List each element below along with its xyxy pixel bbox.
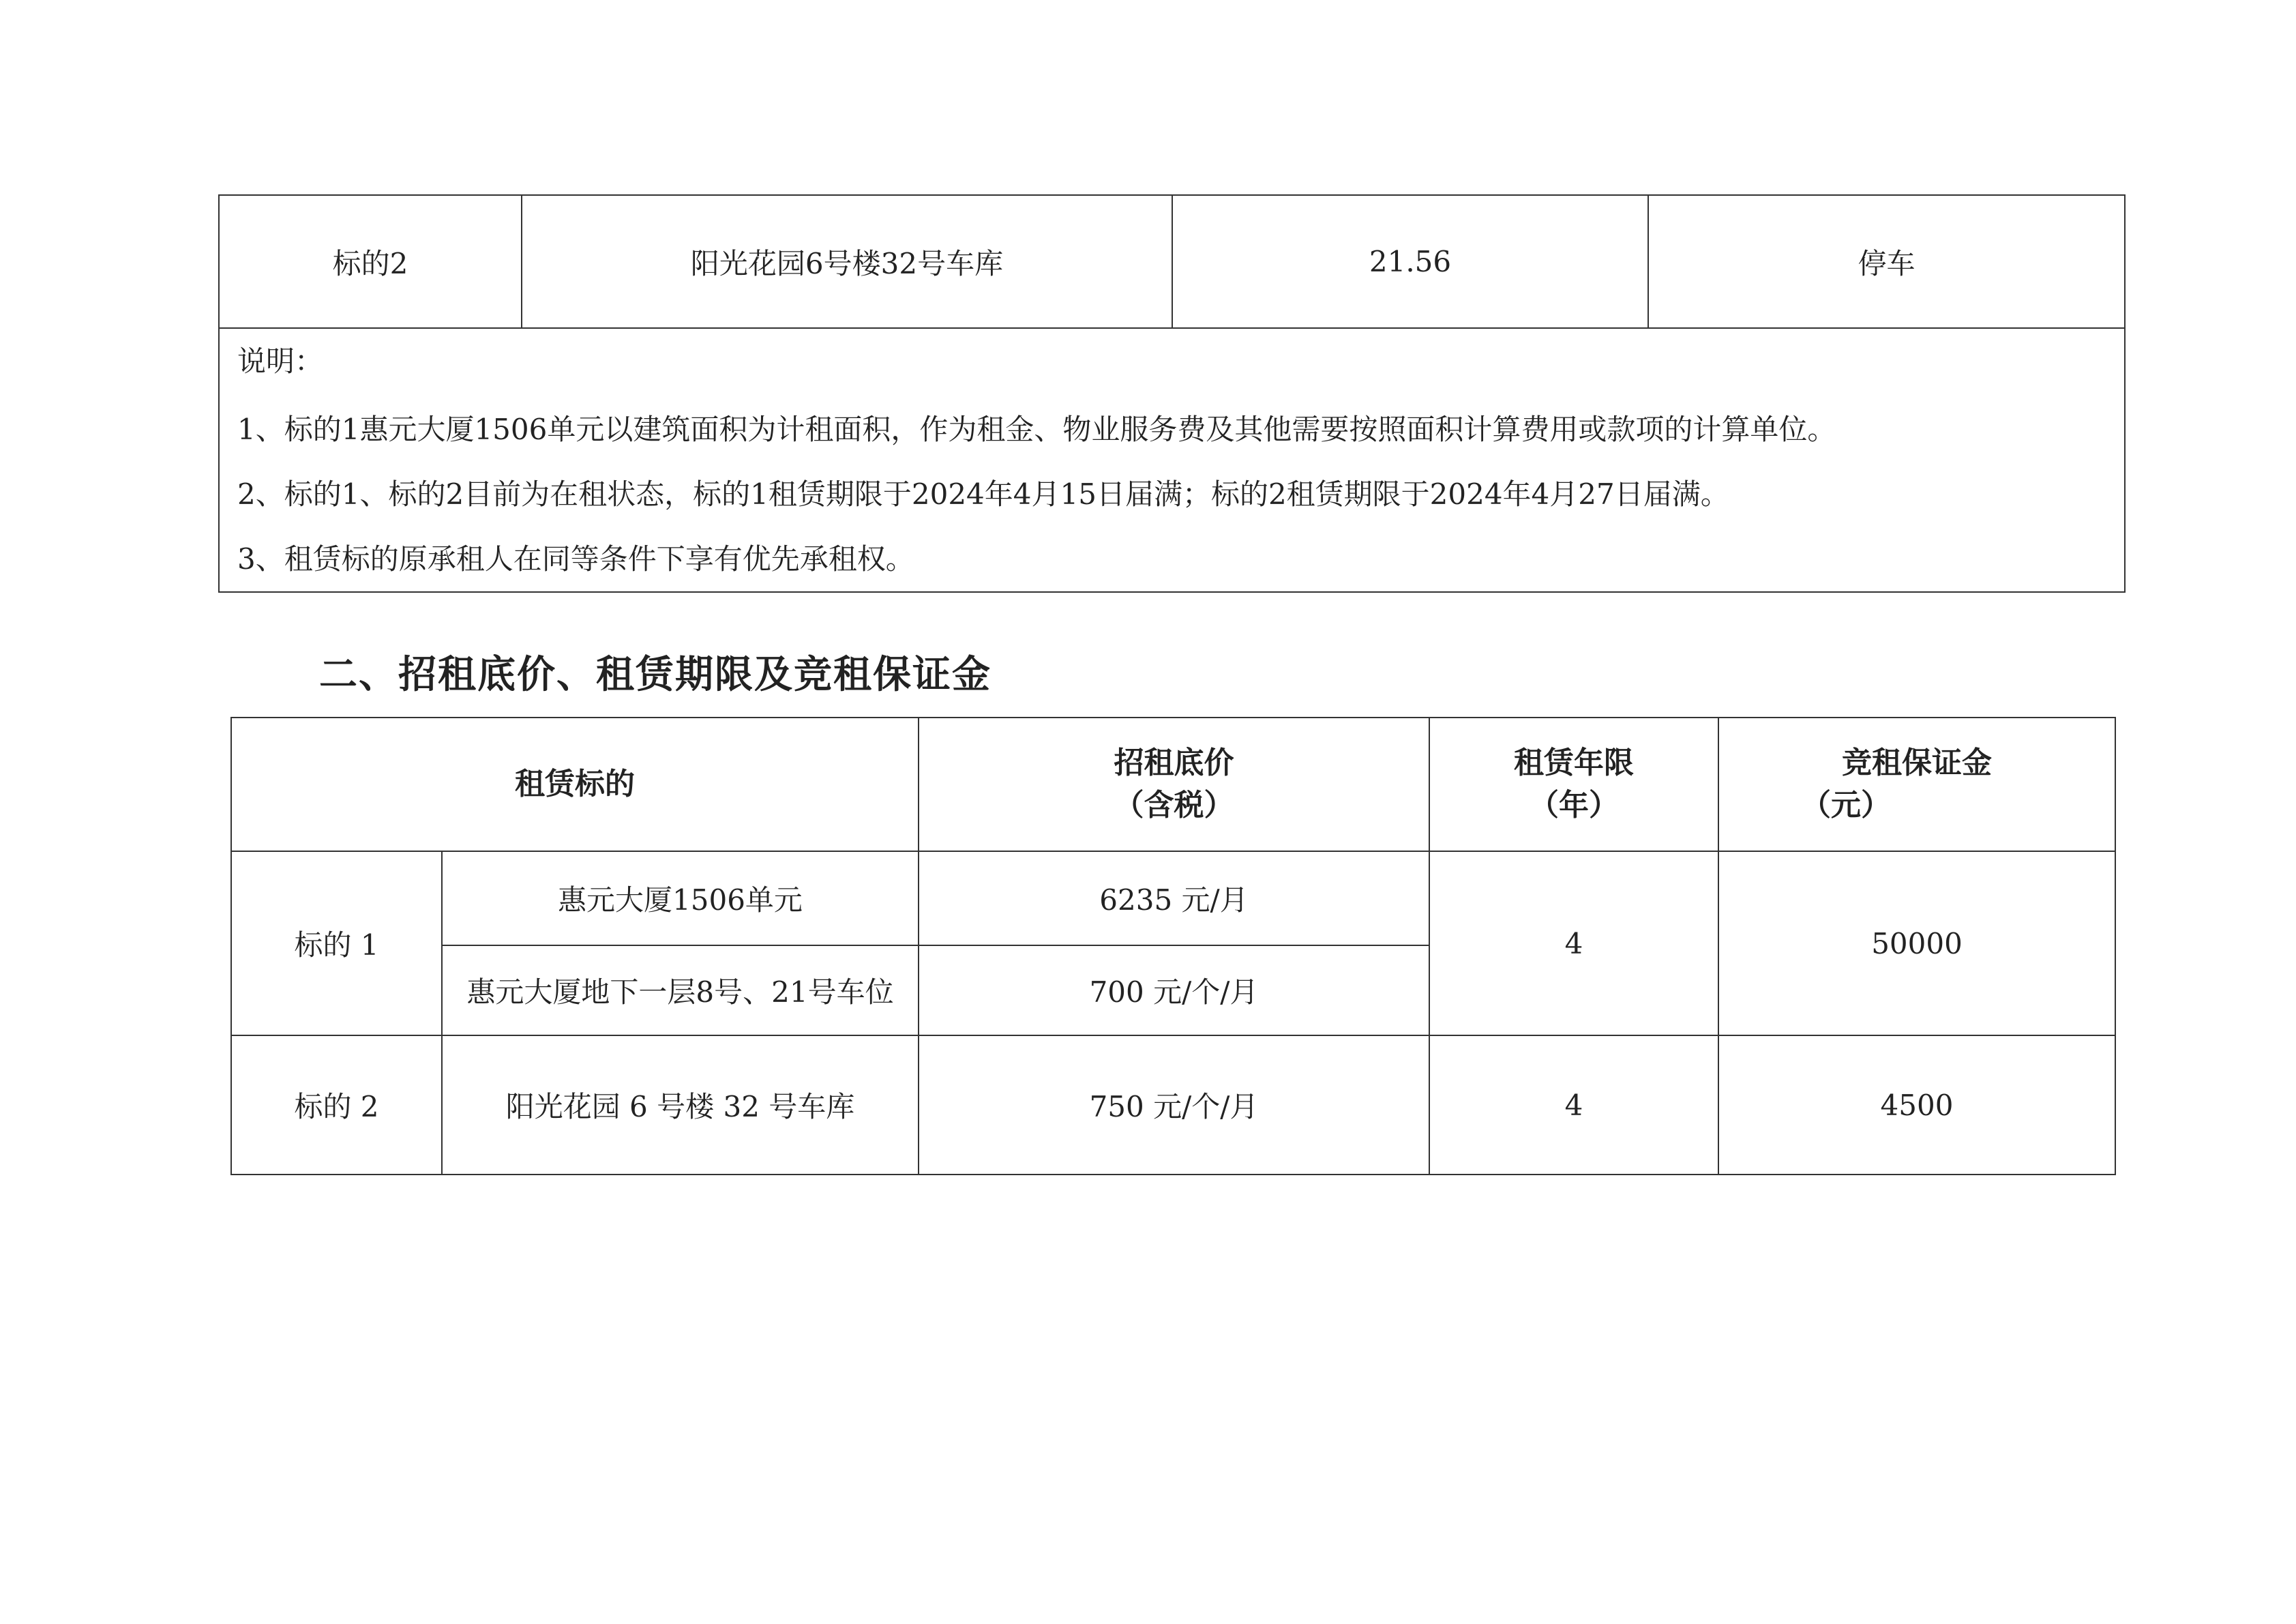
table-row [231, 851, 2115, 945]
notes-cell [219, 328, 2125, 592]
row-label: 标的 1 [231, 851, 442, 1035]
note-item: 2、标的1、标的2目前为在租状态，标的1租赁期限于2024年4月15日届满；标的2租赁期限于2024年4月27日届满。 [237, 477, 1729, 511]
header-term-line2: （年） [1529, 788, 1619, 823]
subject-area: 21.56 [1172, 195, 1648, 328]
table-header-row [231, 718, 2115, 851]
table-row [219, 195, 2125, 328]
notes-heading: 说明： [237, 344, 324, 378]
term-value: 4 [1429, 1035, 1718, 1175]
header-price-line2: （含税） [1114, 788, 1234, 823]
item-name: 惠元大厦地下一层8号、21号车位 [442, 945, 919, 1035]
term-value: 4 [1429, 851, 1718, 1035]
header-subject: 租赁标的 [231, 718, 919, 851]
item-name: 阳光花园 6 号楼 32 号车库 [442, 1035, 919, 1175]
note-item: 1、标的1惠元大厦1506单元以建筑面积为计租面积，作为租金、物业服务费及其他需要按照面积计算费用或款项的计算单位。 [237, 413, 1836, 446]
header-deposit-line2: （元） [1801, 788, 1891, 823]
subject-name: 阳光花园6号楼32号车库 [522, 195, 1172, 328]
subject-info-table [218, 194, 2126, 593]
rent-terms-table [230, 717, 2116, 1175]
section-title: 二、招租底价、租赁期限及竞租保证金 [319, 653, 992, 697]
header-price [919, 718, 1429, 851]
header-term-line1: 租赁年限 [1514, 745, 1634, 780]
subject-use: 停车 [1648, 195, 2125, 328]
header-deposit-line1: 竞租保证金 [1842, 745, 1992, 780]
subject-label: 标的2 [219, 195, 522, 328]
note-item: 3、租赁标的原承租人在同等条件下享有优先承租权。 [237, 542, 914, 576]
table-row [231, 1035, 2115, 1175]
item-price: 6235 元/月 [919, 851, 1429, 945]
header-term [1429, 718, 1718, 851]
notes-row [219, 328, 2125, 592]
header-deposit [1718, 718, 2115, 851]
deposit-value: 50000 [1718, 851, 2115, 1035]
deposit-value: 4500 [1718, 1035, 2115, 1175]
header-price-line1: 招租底价 [1114, 745, 1234, 780]
item-name: 惠元大厦1506单元 [442, 851, 919, 945]
item-price: 700 元/个/月 [919, 945, 1429, 1035]
row-label: 标的 2 [231, 1035, 442, 1175]
item-price: 750 元/个/月 [919, 1035, 1429, 1175]
